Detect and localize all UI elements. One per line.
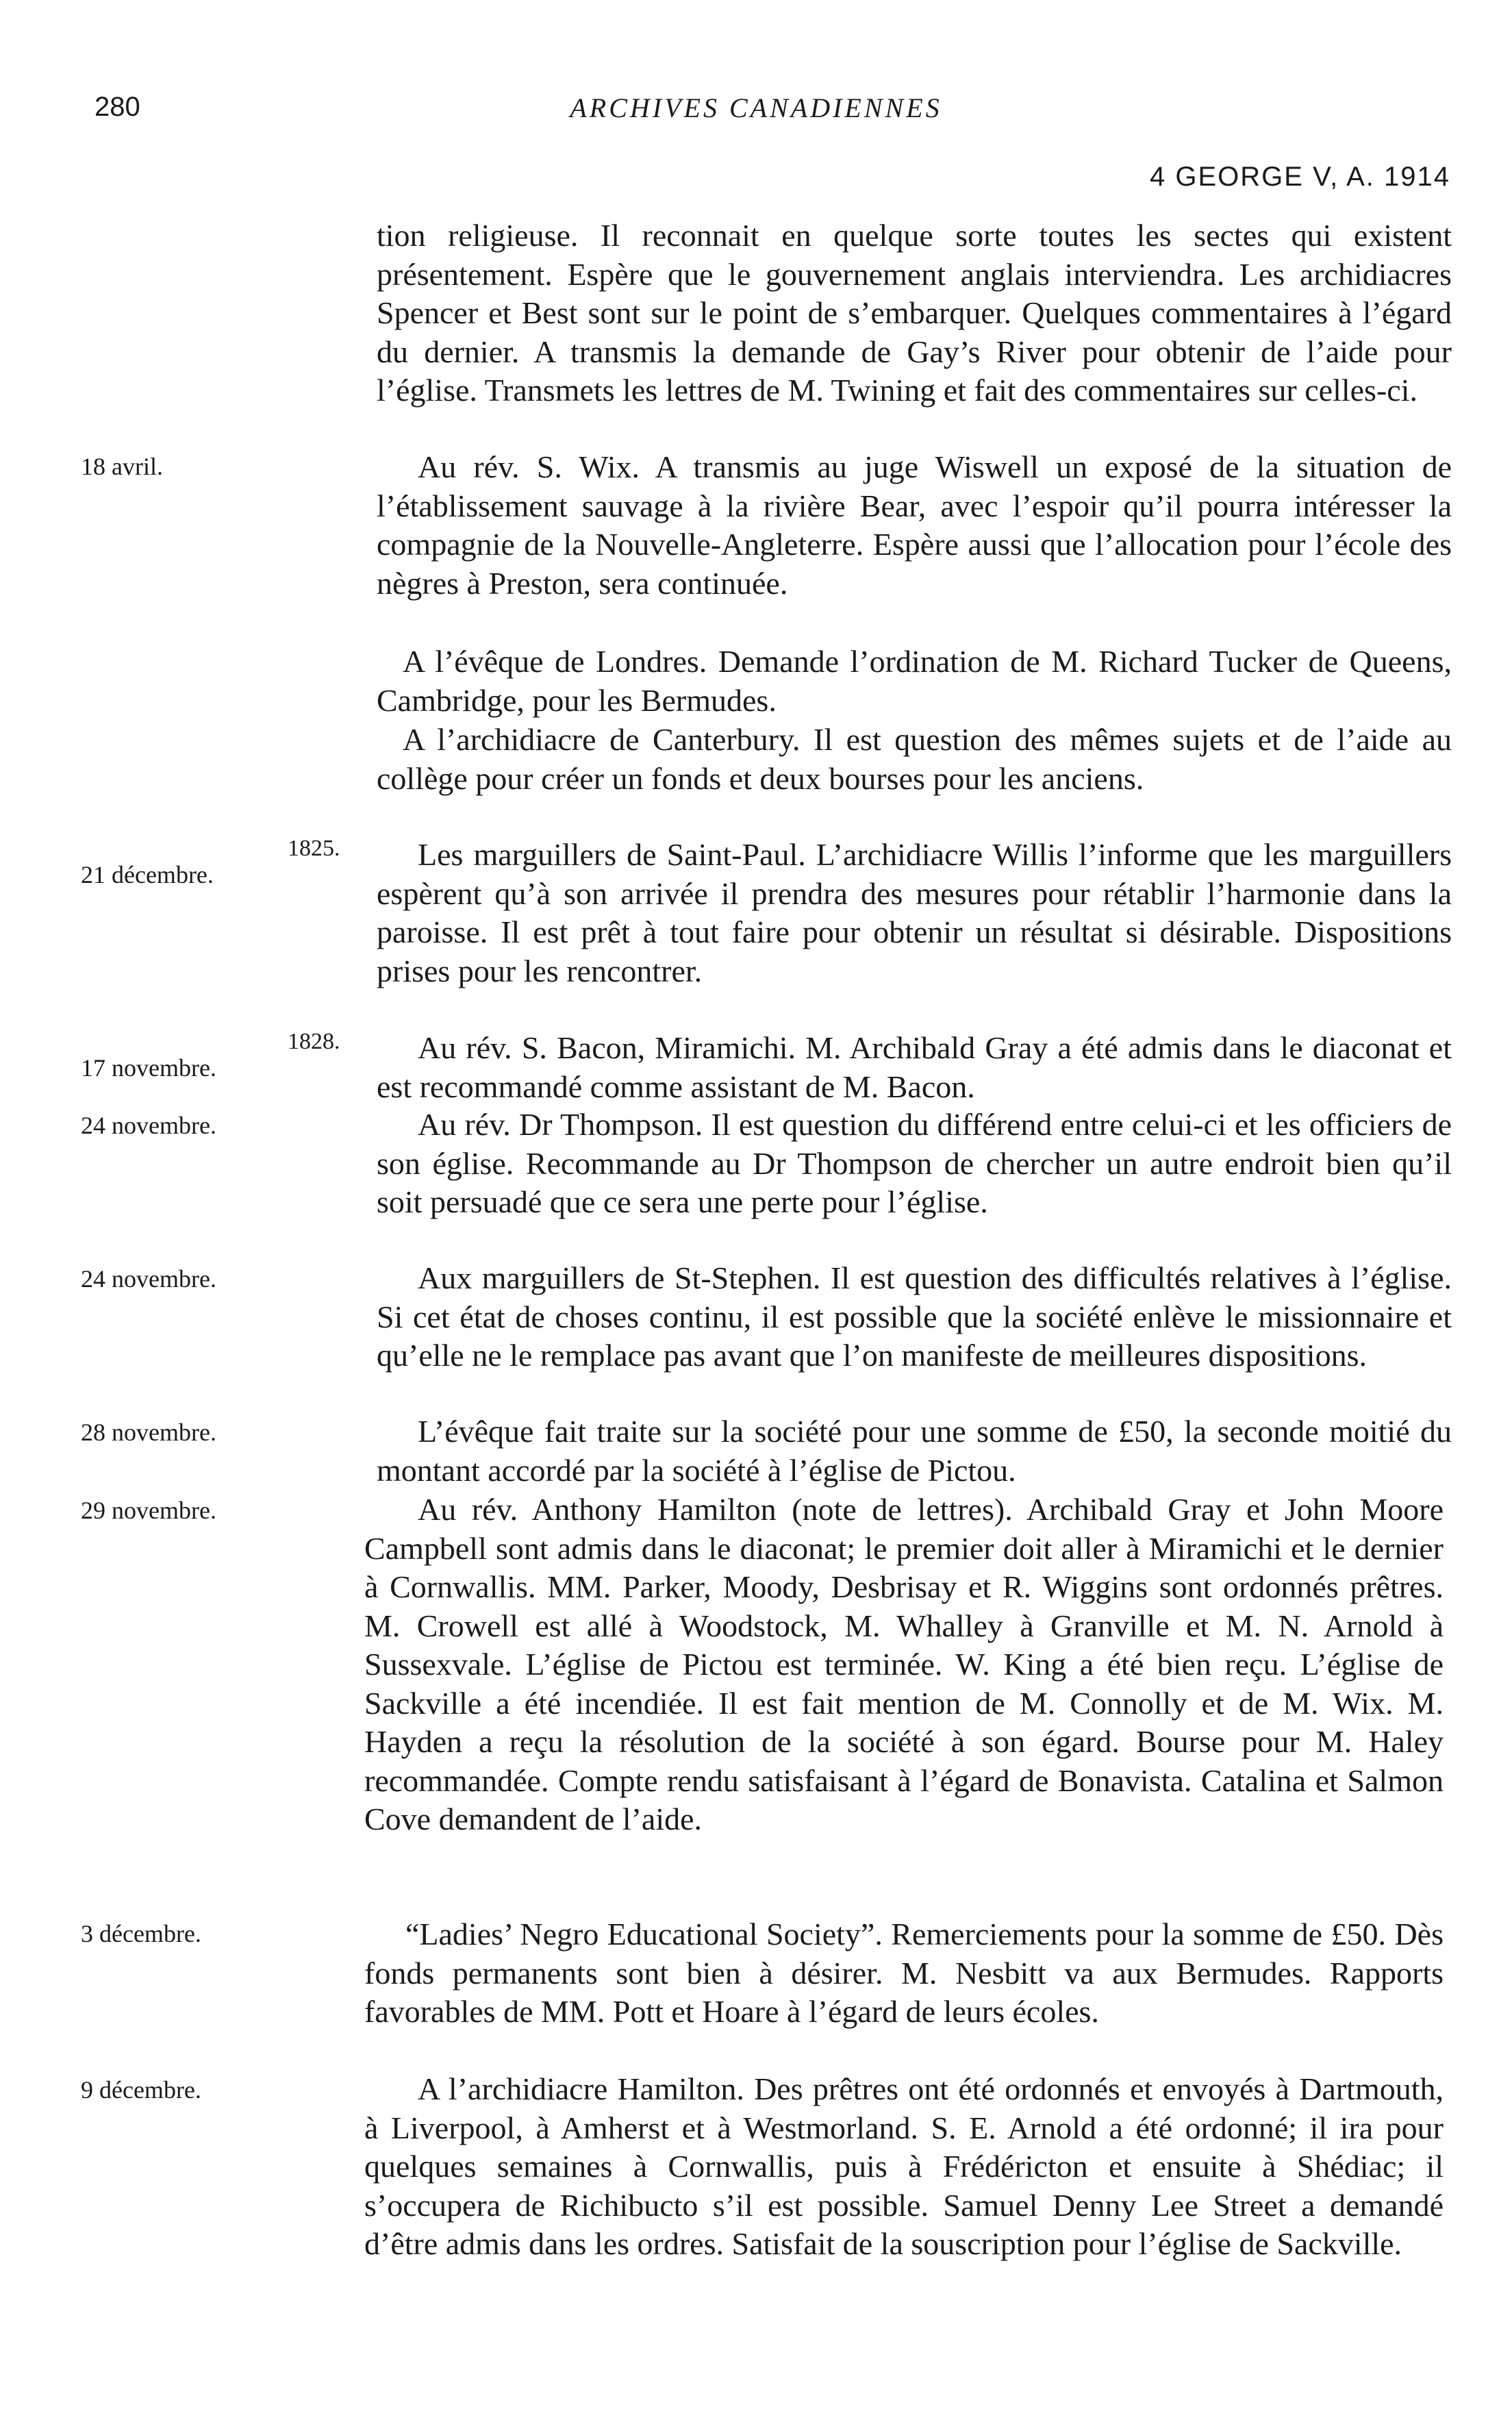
entry-date: 29 novembre.: [81, 1497, 216, 1524]
entry-text: Au rév. Dr Thompson. Il est question du différend entre celui-ci et les officiers de son église. Recommande au Dr Thompson de chercher un autre endroit bien qu’il soit persuadé que ce sera une perte pour l’église.: [377, 1107, 1452, 1219]
entry-text: Au rév. S. Bacon, Miramichi. M. Archibald Gray a été admis dans le diaconat et est recommandé comme assistant de M. Bacon.: [377, 1030, 1452, 1104]
entry-text: A l’archidiacre de Canterbury. Il est question des mêmes sujets et de l’aide au collège pour créer un fonds et deux bourses pour les anciens.: [377, 722, 1452, 796]
entry-date: 28 novembre.: [81, 1419, 216, 1446]
entry-date: 24 novembre.: [81, 1112, 216, 1139]
entry-text: Les marguillers de Saint-Paul. L’archidiacre Willis l’informe que les marguillers espèrent qu’à son arrivée il prendra des mesures pour rétablir l’harmonie dans la paroisse. Il est prêt à tout faire pour obtenir un résultat si désirable. Dispositions prises pour les rencontrer.: [377, 837, 1452, 988]
entry-text: A l’archidiacre Hamilton. Des prêtres ont été ordonnés et envoyés à Dartmouth, à Liverpool, à Amherst et à Westmorland. S. E. Arnold a été ordonné; il ira pour quelques semaines à Cornwallis, puis à Frédéricton et ensuite à Shédiac; il s’occupera de Richibucto s’il est possible. Samuel Denny Lee Street a demandé d’être admis dans les ordres. Satisfait de la souscription pour l’église de Sackville.: [364, 2071, 1444, 2261]
entry-date: 18 avril.: [81, 453, 163, 480]
entry-text: L’évêque fait traite sur la société pour une somme de £50, la seconde moitié du montant accordé par la société à l’église de Pictou.: [377, 1414, 1452, 1488]
entry-text: tion religieuse. Il reconnait en quelque sorte toutes les sectes qui existent présentement. Espère que le gouvernement anglais interviendra. Les archidiacres Spencer et Best sont sur le point de s’embarquer. Quelques commentaires à l’égard du dernier. A transmis la demande de Gay’s River pour obtenir de l’aide pour l’église. Transmets les lettres de M. Twining et fait des commentaires sur celles-ci.: [377, 218, 1452, 408]
entry-date: 17 novembre.: [81, 1054, 216, 1082]
entry-text: Au rév. Anthony Hamilton (note de lettres). Archibald Gray et John Moore Campbell sont admis dans le diaconat; le premier doit aller à Miramichi et le dernier à Cornwallis. MM. Parker, Moody, Desbrisay et R. Wiggins sont ordonnés prêtres. M. Crowell est allé à Woodstock, M. Whalley à Granville et M. N. Arnold à Sussexvale. L’église de Pictou est terminée. W. King a été bien reçu. L’église de Sackville a été incendiée. Il est fait mention de M. Connolly et de M. Wix. M. Hayden a reçu la résolution de la société à son égard. Bourse pour M. Haley recommandée. Compte rendu satisfaisant à l’égard de Bonavista. Catalina et Salmon Cove demandent de l’aide.: [364, 1492, 1444, 1836]
entry-text: Aux marguillers de St-Stephen. Il est question des difficultés relatives à l’église. Si cet état de choses continu, il est possible que la société enlève le missionnaire et qu’elle ne le remplace pas avant que l’on manifeste de meilleures dispositions.: [377, 1260, 1452, 1373]
session-line: 4 GEORGE V, A. 1914: [1150, 162, 1450, 192]
running-title: ARCHIVES CANADIENNES: [570, 92, 942, 123]
entry-date: 24 novembre.: [81, 1265, 216, 1293]
entry-text: A l’évêque de Londres. Demande l’ordination de M. Richard Tucker de Queens, Cambridge, pour les Bermudes.: [377, 644, 1452, 718]
entry-date: 3 décembre.: [81, 1920, 201, 1947]
page-number: 280: [94, 92, 140, 122]
entry-date: 9 décembre.: [81, 2076, 201, 2104]
entry-year: 1825.: [288, 836, 340, 861]
entry-text: Au rév. S. Wix. A transmis au juge Wiswell un exposé de la situation de l’établissement sauvage à la rivière Bear, avec l’espoir qu’il pourra intéresser la compagnie de la Nouvelle-Angleterre. Espère aussi que l’allocation pour l’école des nègres à Preston, sera continuée.: [377, 449, 1452, 601]
entry-date: 21 décembre.: [81, 861, 214, 888]
entry-year: 1828.: [288, 1029, 340, 1054]
entry-text: “Ladies’ Negro Educational Society”. Remerciements pour la somme de £50. Dès fonds permanents sont bien à désirer. M. Nesbitt va aux Bermudes. Rapports favorables de MM. Pott et Hoare à l’égard de leurs écoles.: [364, 1917, 1444, 2029]
